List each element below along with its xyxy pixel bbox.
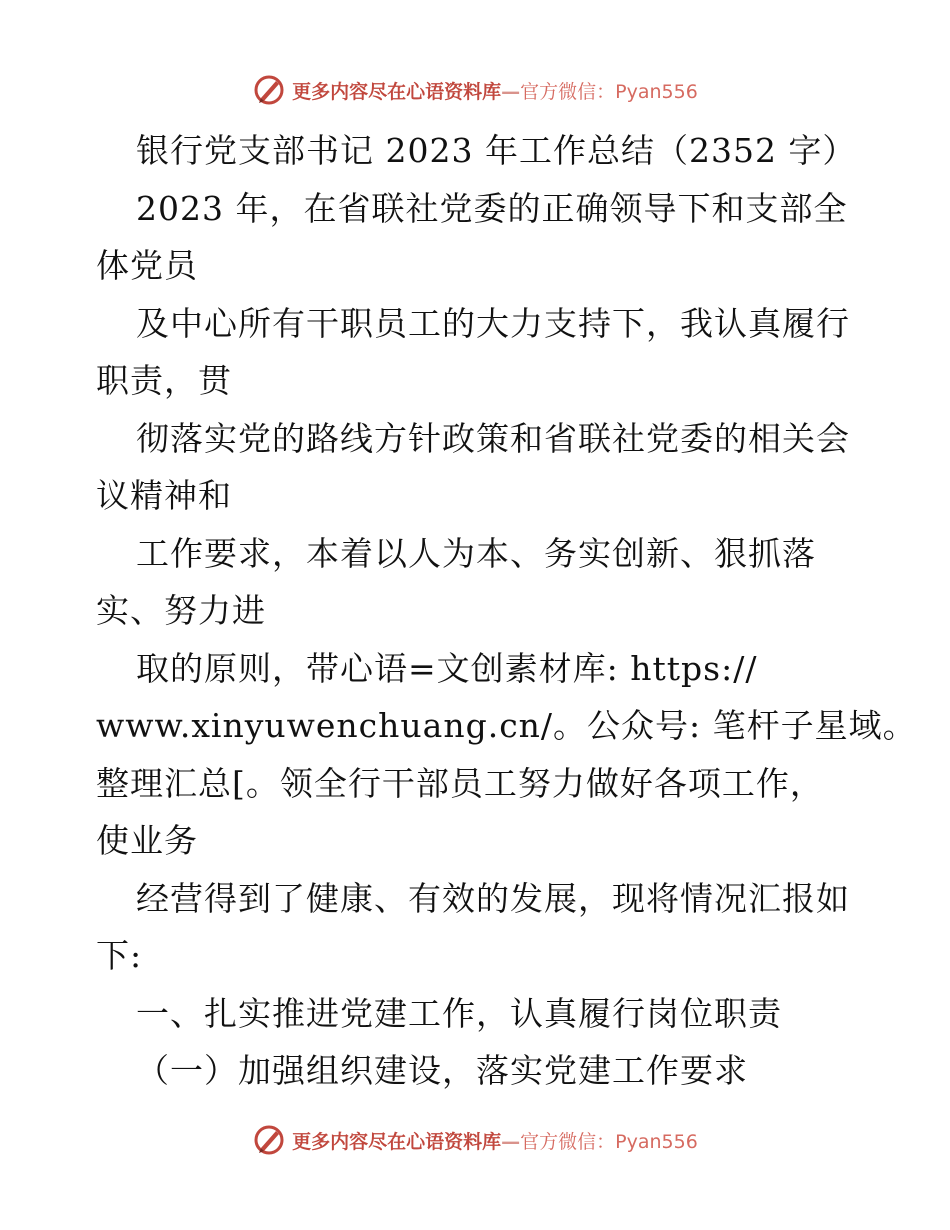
subsection-heading: （一）加强组织建设，落实党建工作要求 [136,1051,748,1090]
footer-wechat: 官方微信：Pyan556 [520,1130,698,1153]
document-body [96,122,917,1100]
pen-logo-icon [252,73,286,107]
body-line: www.xinyuwenchuang.cn/。公众号: 笔杆子星域。 [96,706,917,745]
body-line: 议精神和 [96,476,232,515]
body-line: 体党员 [96,246,198,285]
body-line: 2023 年，在省联社党委的正确领导下和支部全 [136,188,848,228]
body-line: 使业务 [96,821,198,860]
body-line: 彻落实党的路线方针政策和省联社党委的相关会 [136,418,850,458]
body-line: 整理汇总[。领全行干部员工努力做好各项工作， [96,763,824,803]
body-line: 经营得到了健康、有效的发展，现将情况汇报如 [136,878,850,918]
header-banner-text [292,77,698,104]
body-line: 实、努力进 [96,591,266,630]
body-line: 工作要求，本着以人为本、务实创新、狠抓落 [136,533,816,573]
header-wechat: 官方微信：Pyan556 [520,80,698,103]
pen-logo-icon [252,1123,286,1157]
body-line: 下: [96,936,143,975]
body-line: 取的原则，带心语=文创素材库: https:// [136,648,758,688]
body-line: 及中心所有干职员工的大力支持下，我认真履行 [136,303,850,343]
header-slogan: 更多内容尽在心语资料库 [292,80,502,103]
footer-banner [0,1120,950,1160]
header-banner [0,70,950,110]
body-line: 职责，贯 [96,361,232,400]
document-title: 银行党支部书记 2023 年工作总结（2352 字） [136,131,857,170]
footer-slogan: 更多内容尽在心语资料库 [292,1130,502,1153]
footer-banner-text [292,1127,698,1154]
section-heading: 一、扎实推进党建工作，认真履行岗位职责 [136,993,782,1033]
header-separator: — [501,80,521,103]
footer-separator: — [501,1130,521,1153]
